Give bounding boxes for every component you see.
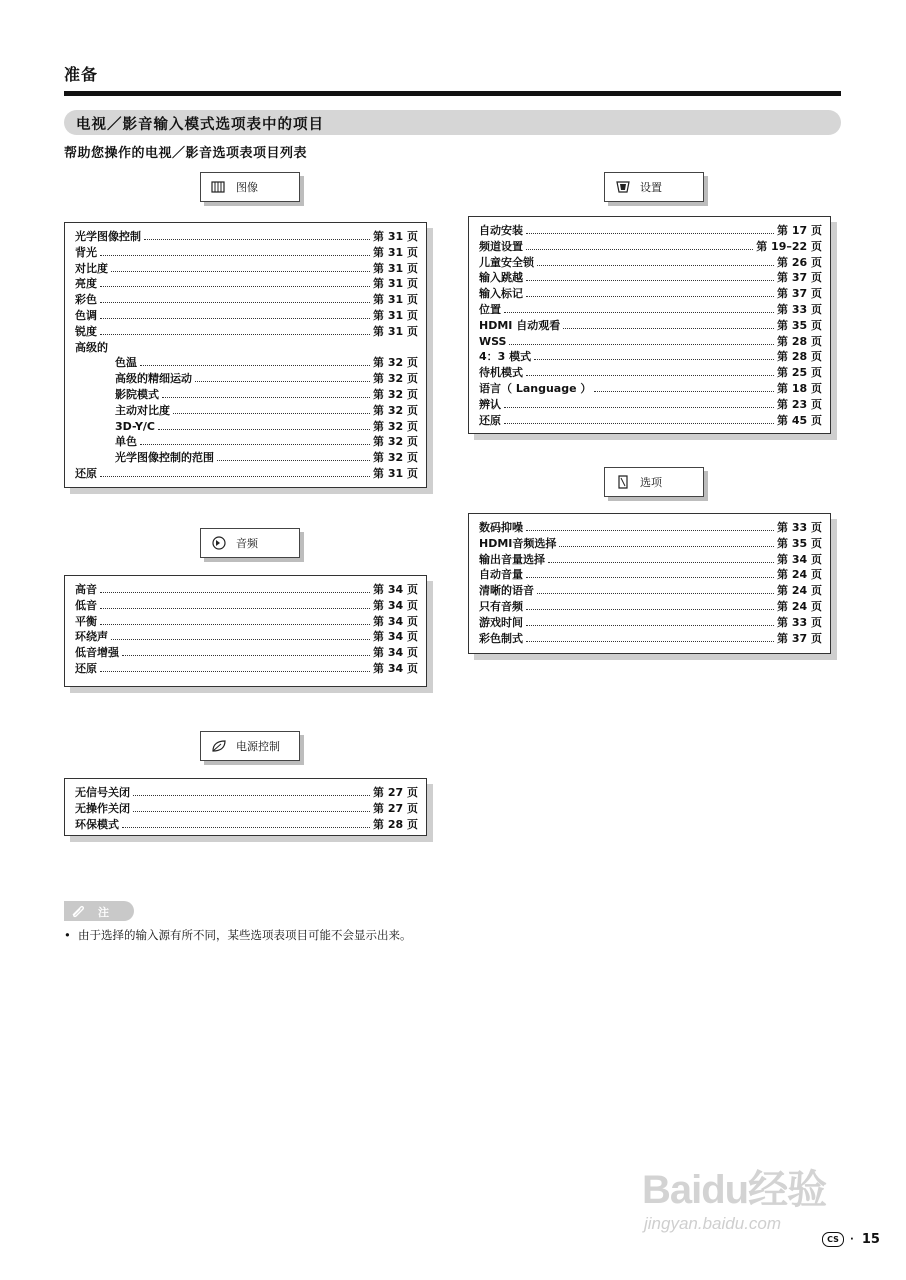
dot-leader [526, 601, 774, 610]
page-footer [822, 1232, 880, 1247]
menu-item-label: 环保模式 [75, 817, 119, 831]
dot-leader [100, 294, 370, 303]
menu-row [75, 244, 418, 260]
menu-item-label: HDMI 自动观看 [479, 318, 561, 332]
option-icon [614, 474, 632, 490]
tab-label: 电源控制 [236, 740, 280, 753]
menu-item-label: 无操作关闭 [75, 801, 130, 815]
menu-item-page: 第 25 页 [777, 366, 822, 380]
menu-item-label: 自动安装 [479, 224, 523, 237]
dot-leader [559, 538, 774, 547]
menu-item-page: 第 18 页 [777, 381, 822, 395]
menu-item-label: 输入跳越 [479, 271, 523, 285]
dot-leader [100, 600, 370, 609]
menu-row [75, 660, 418, 676]
dot-leader [140, 357, 370, 366]
page-number: 15 [861, 1232, 880, 1247]
power-menu-list [64, 778, 427, 836]
menu-item-label: 平衡 [75, 614, 97, 628]
dot-leader [173, 405, 370, 414]
dot-leader [100, 584, 370, 593]
menu-item-page: 第 19–22 页 [756, 239, 822, 253]
menu-item-label: 亮度 [75, 277, 97, 291]
menu-item-page: 第 35 页 [777, 536, 822, 550]
menu-row [75, 784, 418, 800]
menu-item-label: 低音增强 [75, 646, 119, 660]
note-text [64, 927, 412, 943]
menu-item-label: 影院模式 [115, 387, 159, 401]
menu-item-label: 还原 [75, 661, 97, 675]
note-badge-label: 注 [98, 906, 109, 919]
dot-leader [100, 326, 370, 335]
menu-row [479, 566, 822, 582]
dot-leader [158, 421, 370, 430]
tab-setup [604, 172, 704, 202]
menu-item-label: 背光 [75, 245, 97, 259]
dot-leader [100, 247, 370, 256]
menu-item-page: 第 33 页 [777, 615, 822, 629]
menu-item-label: 数码抑噪 [479, 521, 523, 534]
menu-row [479, 614, 822, 630]
menu-item-label: 还原 [75, 466, 97, 480]
menu-row [75, 628, 418, 644]
heading-bar [64, 110, 841, 135]
menu-item-label: 还原 [479, 413, 501, 427]
menu-row [479, 333, 822, 349]
menu-row [479, 630, 822, 646]
menu-row [75, 323, 418, 339]
menu-item-label: 游戏时间 [479, 615, 523, 629]
tab-label: 图像 [236, 181, 258, 194]
dot-leader [526, 367, 774, 376]
menu-item-page: 第 24 页 [777, 568, 822, 582]
menu-item-page: 第 32 页 [373, 356, 418, 370]
menu-item-page: 第 37 页 [777, 287, 822, 301]
menu-item-page: 第 32 页 [373, 435, 418, 449]
menu-item-label: 色温 [115, 356, 137, 370]
menu-row [75, 418, 418, 434]
picture-menu-list [64, 222, 427, 488]
menu-item-page: 第 32 页 [373, 451, 418, 465]
dot-leader [526, 272, 774, 281]
picture-icon [210, 179, 228, 195]
menu-row [479, 222, 822, 238]
dot-leader [217, 452, 370, 461]
menu-item-label: 高级的精细运动 [115, 372, 192, 386]
menu-row [479, 535, 822, 551]
menu-row [75, 228, 418, 244]
dot-leader [526, 288, 774, 297]
menu-item-label: HDMI音频选择 [479, 536, 557, 550]
menu-item-label: 只有音频 [479, 599, 523, 613]
menu-item-page: 第 45 页 [777, 413, 822, 427]
dot-leader [504, 304, 774, 313]
menu-row [479, 254, 822, 270]
dot-leader [144, 231, 370, 240]
watermark-url: jingyan.baidu.com [644, 1214, 782, 1233]
menu-row [75, 370, 418, 386]
top-rule [64, 91, 841, 96]
menu-item-page: 第 31 页 [373, 230, 418, 243]
tab-option [604, 467, 704, 497]
dot-leader [526, 522, 774, 531]
menu-item-page: 第 34 页 [777, 552, 822, 566]
tab-audio [200, 528, 300, 558]
dot-leader [100, 616, 370, 625]
tab-label: 音频 [236, 537, 258, 550]
menu-row [75, 816, 418, 832]
menu-row [75, 354, 418, 370]
menu-item-label: 语言（ Language ） [479, 381, 592, 395]
dot-leader [140, 436, 370, 445]
menu-item-page: 第 27 页 [373, 786, 418, 799]
dot-leader [195, 373, 370, 382]
menu-row [479, 317, 822, 333]
setup-menu-list [468, 216, 831, 434]
menu-row [75, 800, 418, 816]
note-icon [70, 904, 86, 918]
menu-row [75, 339, 418, 355]
dot-leader [111, 343, 415, 351]
menu-item-page: 第 37 页 [777, 271, 822, 285]
dot-leader [504, 399, 774, 408]
menu-item-label: 无信号关闭 [75, 786, 130, 799]
audio-menu-list [64, 575, 427, 687]
menu-item-label: 高级的 [75, 340, 108, 354]
menu-item-page: 第 34 页 [373, 646, 418, 660]
menu-row [75, 465, 418, 481]
menu-item-page: 第 28 页 [373, 817, 418, 831]
dot-leader [133, 787, 370, 796]
dot-leader [100, 663, 370, 672]
menu-row [75, 307, 418, 323]
footer-separator: · [850, 1234, 854, 1245]
note-body: 由于选择的输入源有所不同，某些选项表项目可能不会显示出来。 [78, 928, 412, 942]
dot-leader [122, 647, 370, 656]
menu-item-label: 高音 [75, 583, 97, 596]
menu-item-page: 第 32 页 [373, 372, 418, 386]
menu-row [75, 386, 418, 402]
menu-item-page: 第 31 页 [373, 324, 418, 338]
menu-item-page: 第 31 页 [373, 245, 418, 259]
dot-leader [100, 468, 370, 477]
menu-item-label: 光学图像控制 [75, 230, 141, 243]
menu-item-label: 彩色 [75, 293, 97, 307]
option-menu-list [468, 513, 831, 654]
menu-item-page: 第 31 页 [373, 308, 418, 322]
tab-label: 选项 [640, 476, 662, 489]
menu-item-page: 第 34 页 [373, 598, 418, 612]
menu-item-page: 第 17 页 [777, 224, 822, 237]
menu-row [479, 598, 822, 614]
menu-item-label: 对比度 [75, 261, 108, 275]
menu-item-label: 儿童安全锁 [479, 255, 534, 269]
menu-item-page: 第 32 页 [373, 419, 418, 433]
menu-item-page: 第 27 页 [373, 801, 418, 815]
menu-item-page: 第 34 页 [373, 630, 418, 644]
menu-row [75, 260, 418, 276]
menu-item-label: 单色 [115, 435, 137, 449]
menu-item-label: 锐度 [75, 324, 97, 338]
menu-row [479, 348, 822, 364]
menu-item-page: 第 31 页 [373, 261, 418, 275]
menu-item-page: 第 33 页 [777, 521, 822, 534]
menu-item-page: 第 31 页 [373, 466, 418, 480]
menu-row [479, 396, 822, 412]
menu-row [479, 301, 822, 317]
dot-leader [100, 310, 370, 319]
page-subheading: 帮助您操作的电视／影音选项表项目列表 [64, 146, 308, 161]
menu-item-page: 第 34 页 [373, 661, 418, 675]
menu-item-label: 输入标记 [479, 287, 523, 301]
dot-leader [111, 263, 370, 272]
menu-item-page: 第 23 页 [777, 397, 822, 411]
leaf-icon [210, 738, 228, 754]
menu-row [479, 551, 822, 567]
language-mark: CS [822, 1232, 844, 1247]
dot-leader [100, 278, 370, 287]
dot-leader [162, 389, 370, 398]
menu-row [479, 364, 822, 380]
menu-item-page: 第 35 页 [777, 318, 822, 332]
dot-leader [537, 585, 774, 594]
tab-label: 设置 [640, 181, 662, 194]
menu-item-label: 清晰的语音 [479, 584, 534, 598]
menu-row [75, 402, 418, 418]
menu-item-label: 色调 [75, 308, 97, 322]
menu-item-label: 辨认 [479, 397, 501, 411]
menu-item-label: 频道设置 [479, 239, 523, 253]
menu-item-label: 位置 [479, 302, 501, 316]
menu-row [75, 291, 418, 307]
dot-leader [526, 241, 753, 250]
menu-item-page: 第 31 页 [373, 277, 418, 291]
dot-leader [504, 415, 774, 424]
menu-row [479, 582, 822, 598]
dot-leader [563, 320, 774, 329]
speaker-icon [210, 535, 228, 551]
menu-row [75, 433, 418, 449]
menu-row [479, 285, 822, 301]
menu-row [479, 380, 822, 396]
menu-item-page: 第 28 页 [777, 334, 822, 348]
menu-item-label: WSS [479, 334, 507, 348]
menu-item-label: 4：3 模式 [479, 350, 532, 364]
dot-leader [526, 569, 774, 578]
menu-item-page: 第 37 页 [777, 631, 822, 645]
menu-item-page: 第 32 页 [373, 403, 418, 417]
menu-item-page: 第 32 页 [373, 387, 418, 401]
menu-item-page: 第 26 页 [777, 255, 822, 269]
menu-item-label: 自动音量 [479, 568, 523, 582]
menu-item-label: 低音 [75, 598, 97, 612]
menu-row [75, 597, 418, 613]
dot-leader [122, 819, 370, 828]
dot-leader [594, 383, 774, 392]
menu-item-page: 第 34 页 [373, 583, 418, 596]
dot-leader [526, 633, 774, 642]
menu-row [479, 238, 822, 254]
menu-row [479, 269, 822, 285]
menu-item-page: 第 24 页 [777, 584, 822, 598]
menu-item-page: 第 31 页 [373, 293, 418, 307]
menu-row [479, 519, 822, 535]
menu-item-label: 输出音量选择 [479, 552, 545, 566]
dot-leader [537, 257, 774, 266]
watermark-logo: Baidu经验 [642, 1168, 827, 1212]
dot-leader [526, 225, 774, 234]
menu-item-label: 环绕声 [75, 630, 108, 644]
menu-row [75, 613, 418, 629]
dot-leader [534, 351, 774, 360]
tab-picture [200, 172, 300, 202]
dot-leader [548, 554, 774, 563]
dot-leader [509, 336, 774, 345]
menu-row [75, 644, 418, 660]
note-badge [64, 901, 134, 921]
dot-leader [526, 617, 774, 626]
menu-row [75, 581, 418, 597]
tab-power [200, 731, 300, 761]
dot-leader [111, 631, 370, 640]
menu-item-label: 3D-Y/C [115, 419, 155, 433]
menu-item-label: 主动对比度 [115, 403, 170, 417]
menu-item-page: 第 28 页 [777, 350, 822, 364]
setup-icon [614, 179, 632, 195]
menu-item-page: 第 33 页 [777, 302, 822, 316]
note-bullet: • [64, 928, 71, 942]
dot-leader [133, 803, 370, 812]
menu-item-label: 待机模式 [479, 366, 523, 380]
menu-item-page: 第 24 页 [777, 599, 822, 613]
page-heading: 电视／影音输入模式选项表中的项目 [76, 117, 324, 133]
menu-row [479, 412, 822, 428]
menu-item-page: 第 34 页 [373, 614, 418, 628]
menu-item-label: 光学图像控制的范围 [115, 451, 214, 465]
section-title: 准备 [64, 65, 99, 84]
menu-row [75, 449, 418, 465]
menu-item-label: 彩色制式 [479, 631, 523, 645]
menu-row [75, 275, 418, 291]
